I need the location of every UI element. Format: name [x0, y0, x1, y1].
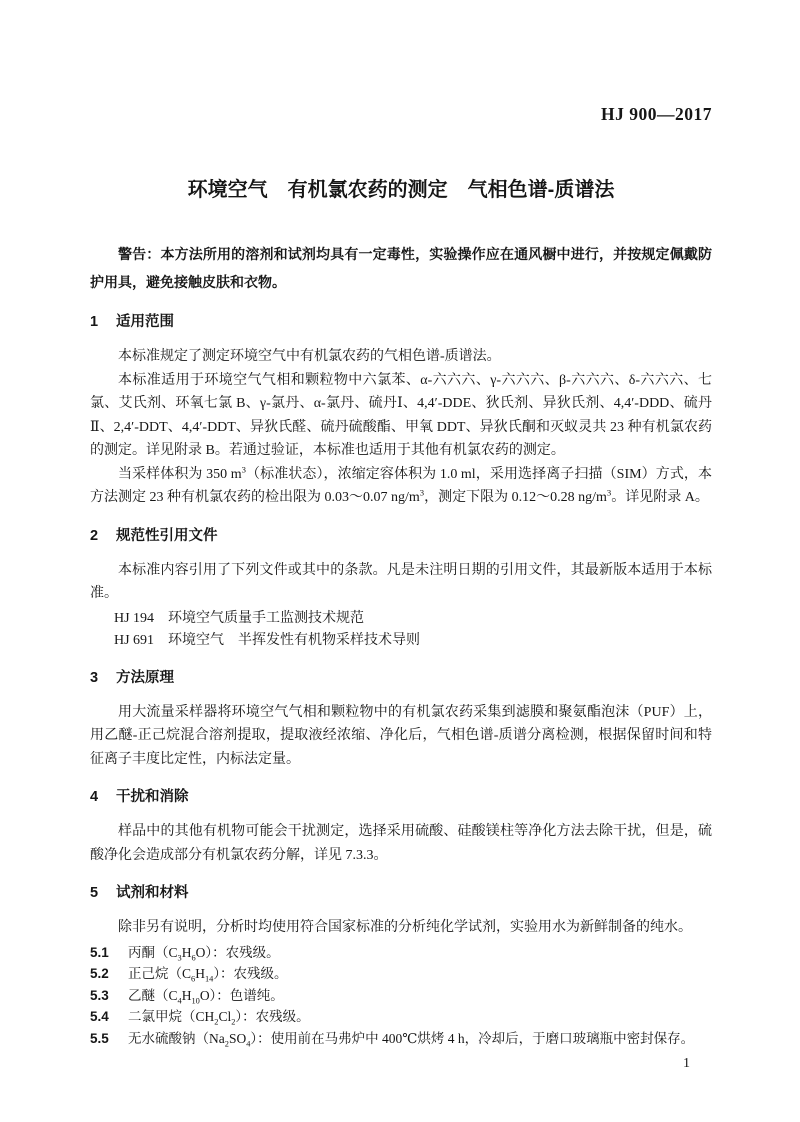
- reference-hj691: HJ 691 环境空气 半挥发性有机物采样技术导则: [114, 632, 421, 648]
- section-1-paragraph-2: 本标准适用于环境空气气相和颗粒物中六氯苯、α-六六六、γ-六六六、β-六六六、δ-六六六、七氯、艾氏剂、环氧七氯 B、γ-氯丹、α-氯丹、硫丹Ⅰ、4,4′-DDE、狄氏剂、异狄氏剂、4,4′-DDD、硫丹Ⅱ、2,4′-DDT、4,4′-DDT、异狄氏醛、硫丹硫酸酯、甲氧 DDT、异狄氏酮和灭蚁灵共 23 种有机氯农药的测定。详见附录 B。若通过验证，本标准也适用于其他有机氯农药的测定。: [90, 372, 712, 458]
- warning-paragraph: 警告：本方法所用的溶剂和试剂均具有一定毒性，实验操作应在通风橱中进行，并按规定佩戴防护用具，避免接触皮肤和衣物。: [90, 246, 712, 290]
- section-5-heading: [90, 883, 712, 903]
- reagent-item-text: 乙醚$(C_4H_{10}O)$：色谱纯。: [128, 987, 284, 1006]
- reagent-item-number: 5.1: [90, 944, 109, 960]
- section-1-paragraph-3: 当采样体积为 350 $m^3$（标准状态），浓缩定容体积为 1.0 ml，采用选择离子扫描（SIM）方式，本方法测定 23 种有机氯农药的检出限为 0.03～0.07 $ng/m^3$，测定下限为 0.12～0.28 $ng/m^3$。详见附录 A。: [90, 463, 712, 505]
- document-title: 环境空气 有机氯农药的测定 气相色谱-质谱法: [187, 179, 615, 201]
- section-5-paragraph-1: 除非另有说明，分析时均使用符合国家标准的分析纯化学试剂，实验用水为新鲜制备的纯水。: [118, 920, 692, 935]
- section-3-number: 3: [90, 669, 99, 686]
- section-2-number: 2: [90, 527, 99, 544]
- standard-code: HJ 900—2017: [601, 104, 712, 124]
- page-content: [90, 0, 712, 1074]
- section-1-number: 1: [90, 314, 99, 330]
- section-3-paragraph-1: 用大流量采样器将环境空气气相和颗粒物中的有机氯农药采集到滤膜和聚氨酯泡沫（PUF）上，用乙醚-正己烷混合溶剂提取，提取液经浓缩、净化后，气相色谱-质谱分离检测，根据保留时间和特征离子丰度比定性，内标法定量。: [90, 704, 712, 767]
- reagent-item-text: 二氯甲烷$(CH_2Cl_2)$：农残级。: [128, 1009, 310, 1027]
- reagent-list: [90, 942, 712, 1050]
- reagent-item-number: 5.4: [90, 1009, 109, 1024]
- section-3-heading: [90, 668, 712, 688]
- reagent-item-5-3: [90, 985, 712, 1007]
- normative-references: [90, 608, 712, 652]
- reagent-item-number: 5.3: [90, 987, 109, 1003]
- reagent-item-text: 无水硫酸钠$(Na_2SO_4)$：使用前在马弗炉中 400℃烘烤 4 h，冷却后，于磨口玻璃瓶中密封保存。: [128, 1030, 695, 1049]
- section-4-heading: [90, 787, 712, 807]
- reagent-item-text: 丙酮$(C_3H_6O)$：农残级。: [128, 944, 280, 963]
- reference-hj194: HJ 194 环境空气质量手工监测技术规范: [114, 610, 365, 626]
- section-3-title: 方法原理: [116, 669, 174, 686]
- reagent-item-text: 正己烷$(C_6H_{14})$：农残级。: [128, 966, 288, 984]
- reagent-item-5-1: [90, 942, 712, 964]
- section-2-heading: [90, 526, 712, 546]
- reagent-item-5-4: [90, 1006, 712, 1028]
- section-4-title: 干扰和消除: [116, 789, 189, 805]
- reagent-item-5-5: [90, 1028, 712, 1050]
- reagent-item-5-2: [90, 963, 712, 985]
- reagent-item-number: 5.2: [90, 966, 109, 981]
- page-number: 1: [683, 1056, 690, 1071]
- section-4-paragraph-1: 样品中的其他有机物可能会干扰测定，选择采用硫酸、硅酸镁柱等净化方法去除干扰，但是，硫酸净化会造成部分有机氯农药分解，详见 7.3.3。: [90, 824, 712, 863]
- section-2-paragraph-1: 本标准内容引用了下列文件或其中的条款。凡是未注明日期的引用文件，其最新版本适用于本标准。: [90, 562, 712, 601]
- section-4-number: 4: [90, 789, 99, 805]
- section-2-title: 规范性引用文件: [116, 527, 218, 544]
- section-5-title: 试剂和材料: [116, 885, 189, 901]
- section-1-heading: [90, 312, 712, 332]
- section-1-title: 适用范围: [116, 314, 174, 330]
- reagent-item-number: 5.5: [90, 1030, 109, 1046]
- section-1-paragraph-1: 本标准规定了测定环境空气中有机氯农药的气相色谱-质谱法。: [118, 349, 501, 364]
- section-5-number: 5: [90, 885, 99, 901]
